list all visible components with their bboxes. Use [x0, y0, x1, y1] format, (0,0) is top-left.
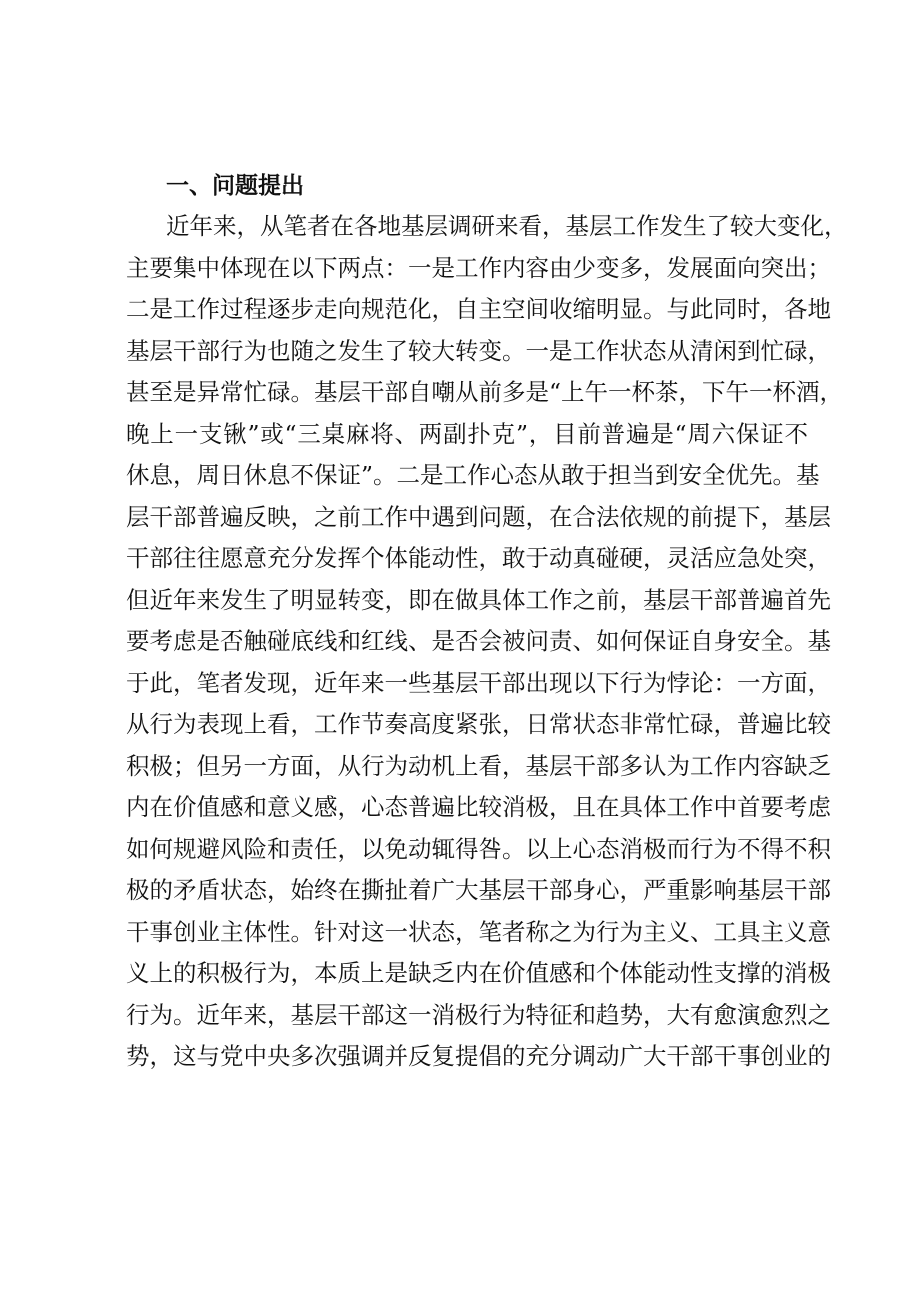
- text-line: 主要集中体现在以下两点：一是工作内容由少变多，发展面向突出；: [126, 253, 831, 282]
- text-line: 内在价值感和意义感，心态普遍比较消极，且在具体工作中首要考虑: [126, 793, 831, 821]
- text-line: 要考虑是否触碰底线和红线、是否会被问责、如何保证自身安全。基: [126, 627, 831, 655]
- text-line: 干事创业主体性。针对这一状态，笔者称之为行为主义、工具主义意: [126, 917, 831, 946]
- text-line: 甚至是异常忙碌。基层干部自嘲从前多是“上午一杯茶，下午一杯酒，: [126, 378, 844, 406]
- text-line: 干部往往愿意充分发挥个体能动性，敢于动真碰硬，灵活应急处突，: [126, 544, 831, 572]
- text-line: 如何规避风险和责任，以免动辄得咎。以上心态消极而行为不得不积: [126, 834, 831, 863]
- text-line: 义上的积极行为，本质上是缺乏内在价值感和个体能动性支撑的消极: [126, 959, 831, 987]
- text-line: 从行为表现上看，工作节奏高度紧张，日常状态非常忙碌，普遍比较: [126, 710, 831, 738]
- text-line: 积极；但另一方面，从行为动机上看，基层干部多认为工作内容缺乏: [126, 751, 831, 780]
- text-line: 晚上一支锹”或“三桌麻将、两副扑克”，目前普遍是“周六保证不: [126, 419, 808, 448]
- text-line: 行为。近年来，基层干部这一消极行为特征和趋势，大有愈演愈烈之: [126, 1000, 831, 1029]
- text-line: 但近年来发生了明显转变，即在做具体工作之前，基层干部普遍首先: [126, 585, 831, 614]
- text-line: 休息，周日休息不保证”。二是工作心态从敢于担当到安全优先。基: [126, 461, 820, 489]
- text-line: 近年来，从笔者在各地基层调研来看，基层工作发生了较大变化，: [166, 212, 848, 240]
- text-line: 极的矛盾状态，始终在撕扯着广大基层干部身心，严重影响基层干部: [126, 876, 831, 904]
- text-line: 二是工作过程逐步走向规范化，自主空间收缩明显。与此同时，各地: [126, 295, 831, 323]
- text-line: 层干部普遍反映，之前工作中遇到问题，在合法依规的前提下，基层: [126, 502, 831, 531]
- text-line: 于此，笔者发现，近年来一些基层干部出现以下行为悖论：一方面，: [126, 668, 831, 697]
- text-line: 势，这与党中央多次强调并反复提倡的充分调动广大干部干事创业的: [126, 1042, 831, 1070]
- text-line: 基层干部行为也随之发生了较大转变。一是工作状态从清闲到忙碌，: [126, 336, 831, 365]
- section-heading: 一、问题提出: [166, 173, 304, 199]
